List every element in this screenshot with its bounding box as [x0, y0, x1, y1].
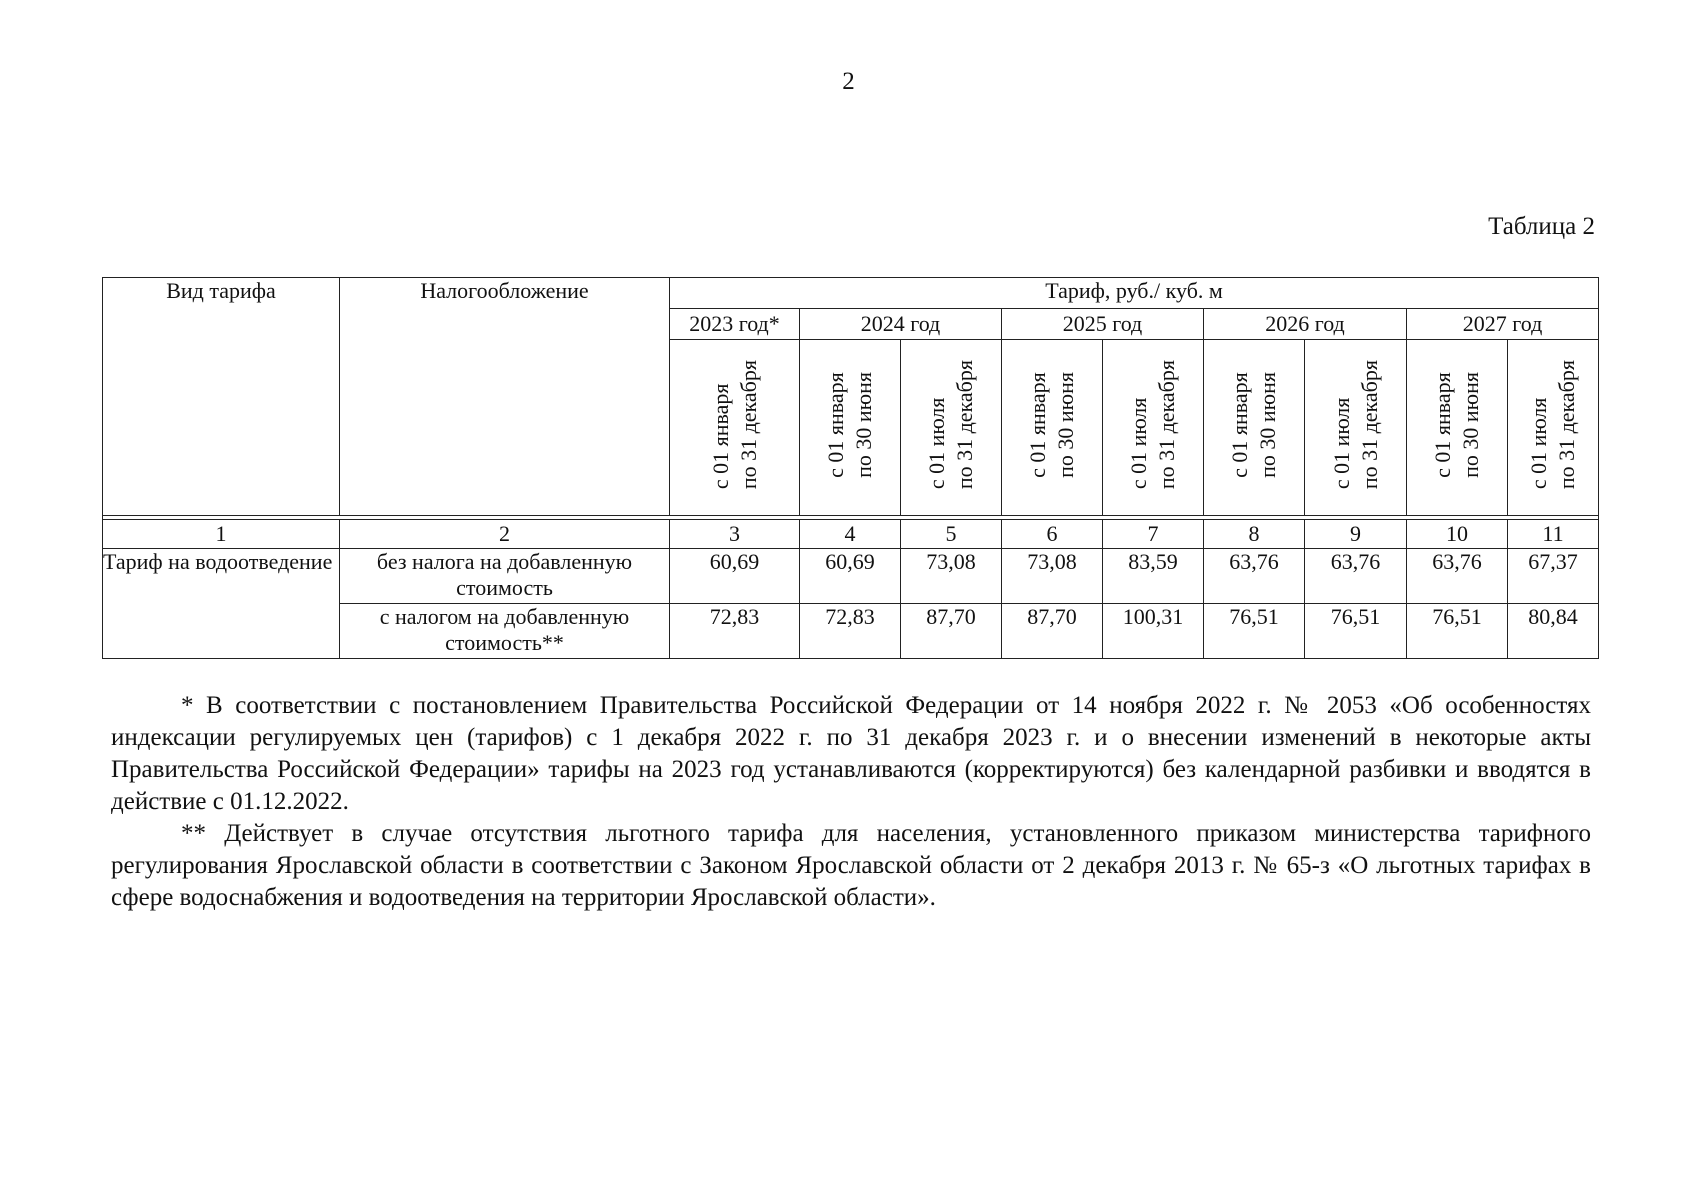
tariff-value: 83,59	[1103, 549, 1204, 604]
column-number: 1	[103, 520, 340, 549]
tariff-value: 67,37	[1508, 549, 1599, 604]
year-header: 2025 год	[1002, 309, 1204, 340]
tariff-value: 63,76	[1305, 549, 1407, 604]
tax-label: без налога на добавленную стоимость	[340, 549, 670, 604]
footnote-2: ** Действует в случае отсутствия льготного тарифа для населения, установленного приказом министерства тарифного регулирования Ярославской области в соответствии с Законом Ярославской области от 2 декабря 2013 г. № 65-з «О льготных тарифах в сфере водоснабжения и водоотведения на территории Ярославской области».	[111, 820, 1591, 911]
period-header: с 01 июля по 31 декабря	[1305, 340, 1407, 516]
tariff-value: 76,51	[1204, 604, 1305, 659]
tax-label: с налогом на добавленную стоимость**	[340, 604, 670, 659]
column-number: 11	[1508, 520, 1599, 549]
table-row	[103, 549, 1599, 604]
year-header: 2026 год	[1204, 309, 1407, 340]
tariff-value: 100,31	[1103, 604, 1204, 659]
table-label: Таблица 2	[1488, 213, 1595, 240]
year-header: 2027 год	[1407, 309, 1599, 340]
tariff-value: 73,08	[1002, 549, 1103, 604]
period-header: с 01 января по 30 июня	[1002, 340, 1103, 516]
year-header: 2024 год	[800, 309, 1002, 340]
tariff-value: 72,83	[800, 604, 901, 659]
column-number: 9	[1305, 520, 1407, 549]
tariff-value: 60,69	[800, 549, 901, 604]
tariff-value: 60,69	[670, 549, 800, 604]
column-number: 8	[1204, 520, 1305, 549]
row-label: Тариф на водоотведение	[103, 549, 340, 659]
period-header: с 01 июля по 31 декабря	[1103, 340, 1204, 516]
column-number: 7	[1103, 520, 1204, 549]
period-header: с 01 января по 30 июня	[800, 340, 901, 516]
column-number: 6	[1002, 520, 1103, 549]
tariff-table	[102, 277, 1599, 659]
period-header: с 01 июля по 31 декабря	[901, 340, 1002, 516]
footnote-1: * В соответствии с постановлением Правительства Российской Федерации от 14 ноября 2022 г. № 2053 «Об особенностях индексации регулируемых цен (тарифов) с 1 декабря 2022 г. по 31 декабря 2023 г. и о внесении изменений в некоторые акты Правительства Российской Федерации» тарифы на 2023 год устанавливаются (корректируются) без календарной разбивки и вводятся в действие с 01.12.2022.	[111, 692, 1591, 815]
column-number: 4	[800, 520, 901, 549]
header-tariff: Тариф, руб./ куб. м	[670, 278, 1599, 309]
period-header: с 01 января по 30 июня	[1204, 340, 1305, 516]
period-header: с 01 января по 31 декабря	[670, 340, 800, 516]
column-number: 10	[1407, 520, 1508, 549]
tariff-value: 72,83	[670, 604, 800, 659]
header-vid-tarifa: Вид тарифа	[103, 278, 340, 516]
column-number: 3	[670, 520, 800, 549]
tariff-value: 73,08	[901, 549, 1002, 604]
period-header: с 01 июля по 31 декабря	[1508, 340, 1599, 516]
tariff-value: 63,76	[1407, 549, 1508, 604]
page-number: 2	[842, 68, 855, 95]
tariff-value: 76,51	[1305, 604, 1407, 659]
column-number: 2	[340, 520, 670, 549]
footnotes	[111, 690, 1591, 914]
tariff-value: 76,51	[1407, 604, 1508, 659]
header-nalogooblozhenie: Налогообложение	[340, 278, 670, 516]
column-number: 5	[901, 520, 1002, 549]
tariff-value: 87,70	[1002, 604, 1103, 659]
tariff-value: 87,70	[901, 604, 1002, 659]
tariff-value: 80,84	[1508, 604, 1599, 659]
year-header: 2023 год*	[670, 309, 800, 340]
tariff-value: 63,76	[1204, 549, 1305, 604]
period-header: с 01 января по 30 июня	[1407, 340, 1508, 516]
